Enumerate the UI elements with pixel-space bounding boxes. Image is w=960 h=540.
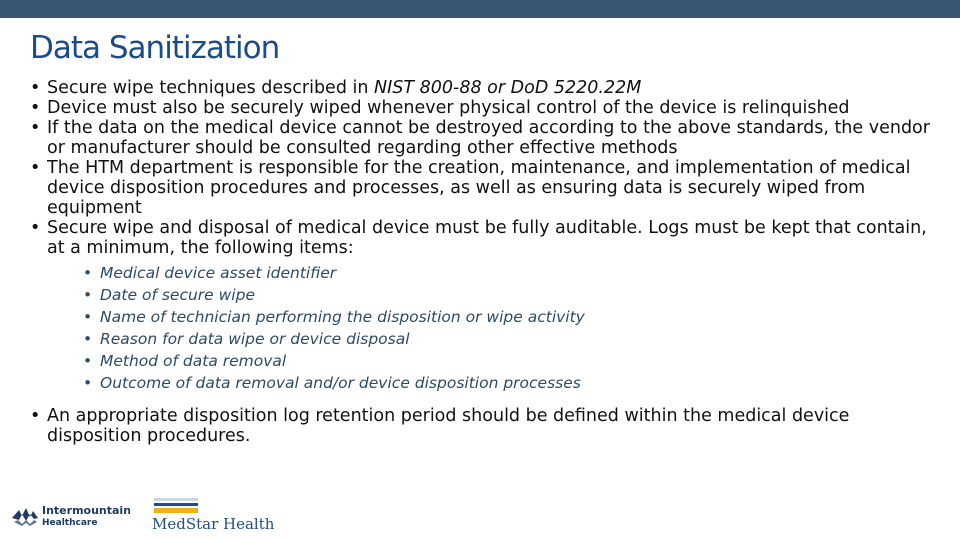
bullet-item [30, 118, 940, 158]
medstar-stripe [154, 498, 198, 501]
bullet-item [30, 98, 940, 118]
bullet-item [30, 218, 940, 394]
intermountain-logo-line1: Intermountain [42, 504, 130, 517]
bullet-text: The HTM department is responsible for the creation, maintenance, and implementation of medical device disposition procedures and processes, as well as ensuring data is securely wiped from equipment [47, 158, 911, 218]
intermountain-logo-icon [10, 498, 130, 530]
bullet-item [30, 158, 940, 218]
medstar-logo [148, 494, 278, 534]
sub-bullet-item: • Outcome of data removal and/or device disposition processes [83, 372, 940, 394]
sub-bullet-list [47, 262, 940, 394]
footer-logos [0, 492, 960, 540]
bullet-item [30, 406, 940, 446]
medstar-stripe [154, 508, 198, 513]
slide-title: Data Sanitization [30, 30, 280, 66]
intermountain-logo [10, 498, 130, 530]
bullet-list [30, 78, 940, 446]
sub-bullet-item: • Medical device asset identifier [83, 262, 940, 284]
sub-bullet-item: • Method of data removal [83, 350, 940, 372]
bullet-text: Secure wipe and disposal of medical device must be fully auditable. Logs must be kept that contain, at a minimum, the following items: [47, 218, 927, 258]
sub-bullet-item: • Date of secure wipe [83, 284, 940, 306]
bullet-text: Secure wipe techniques described in [47, 78, 375, 98]
bullet-text-standards: NIST 800-88 or DoD 5220.22M [374, 78, 642, 98]
bullet-text: If the data on the medical device cannot be destroyed according to the above standards, the vendor or manufacturer should be consulted regarding other effective methods [47, 118, 930, 158]
sub-bullet-item: • Reason for data wipe or device disposal [83, 328, 940, 350]
medstar-logo-text: MedStar Health [152, 515, 275, 533]
sub-bullet-item: • Name of technician performing the disposition or wipe activity [83, 306, 940, 328]
bullet-text: Device must also be securely wiped whenever physical control of the device is relinquished [47, 98, 850, 118]
bullet-text: An appropriate disposition log retention period should be defined within the medical device disposition procedures. [47, 406, 850, 446]
top-bar [0, 0, 960, 18]
intermountain-logo-line2: Healthcare [42, 518, 98, 528]
bullet-item [30, 78, 940, 98]
medstar-stripe [154, 503, 198, 506]
